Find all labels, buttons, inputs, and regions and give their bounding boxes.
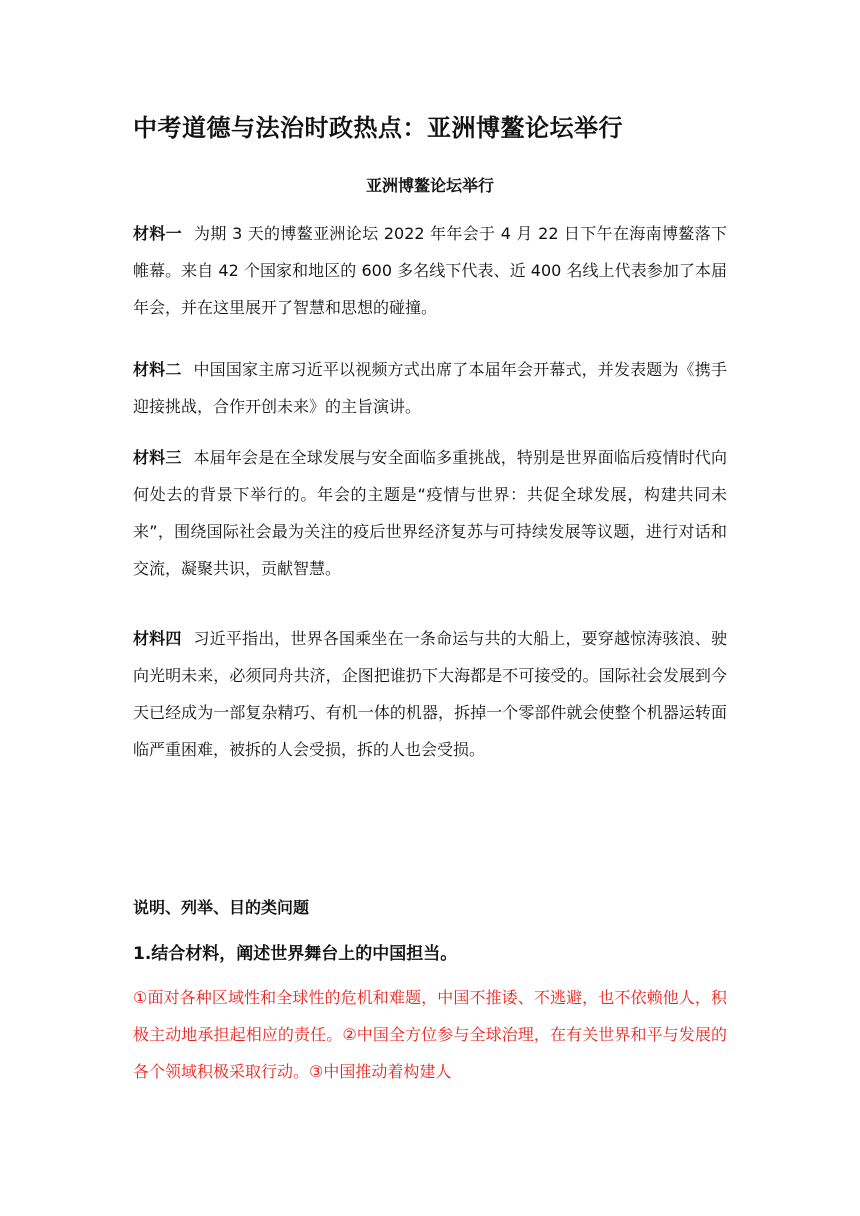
material-paragraph (133, 215, 727, 326)
document-title: 中考道德与法治时政热点：亚洲博鳌论坛举行 (133, 114, 623, 142)
question-text: 1.结合材料，阐述世界舞台上的中国担当。 (133, 944, 458, 964)
material-label: 材料三 (133, 448, 182, 467)
material-text: 中国国家主席习近平以视频方式出席了本届年会开幕式，并发表题为《携手迎接挑战，合作开创未来》的主旨演讲。 (133, 360, 727, 416)
material-paragraph (133, 351, 727, 425)
material-label: 材料一 (133, 224, 183, 243)
document-subtitle: 亚洲博鳌论坛举行 (365, 176, 494, 195)
material-text: 习近平指出，世界各国乘坐在一条命运与共的大船上，要穿越惊涛骇浪、驶向光明未来，必须同舟共济，企图把谁扔下大海都是不可接受的。国际社会发展到今天已经成为一部复杂精巧、有机一体的机器，拆掉一个零部件就会使整个机器运转面临严重困难，被拆的人会受损，拆的人也会受损。 (133, 629, 727, 759)
material-paragraph (133, 439, 727, 587)
material-text: 为期 3 天的博鳌亚洲论坛 2022 年年会于 4 月 22 日下午在海南博鳌落下帷幕。来自 42 个国家和地区的 600 多名线下代表、近 400 名线上代表参加了本届年会，并在这里展开了智慧和思想的碰撞。 (133, 224, 727, 317)
material-label: 材料二 (133, 360, 182, 379)
material-paragraph (133, 620, 727, 768)
material-text: 本届年会是在全球发展与安全面临多重挑战，特别是世界面临后疫情时代向何处去的背景下举行的。年会的主题是“疫情与世界：共促全球发展，构建共同未来”，围绕国际社会最为关注的疫后世界经济复苏与可持续发展等议题，进行对话和交流，凝聚共识，贡献智慧。 (133, 448, 727, 578)
answer-text: ①面对各种区域性和全球性的危机和难题，中国不推诿、不逃避，也不依赖他人，积极主动地承担起相应的责任。②中国全方位参与全球治理，在有关世界和平与发展的各个领域积极采取行动。③中国推动着构建人 (133, 988, 727, 1081)
material-label: 材料四 (133, 629, 182, 648)
section-heading: 说明、列举、目的类问题 (133, 898, 310, 917)
